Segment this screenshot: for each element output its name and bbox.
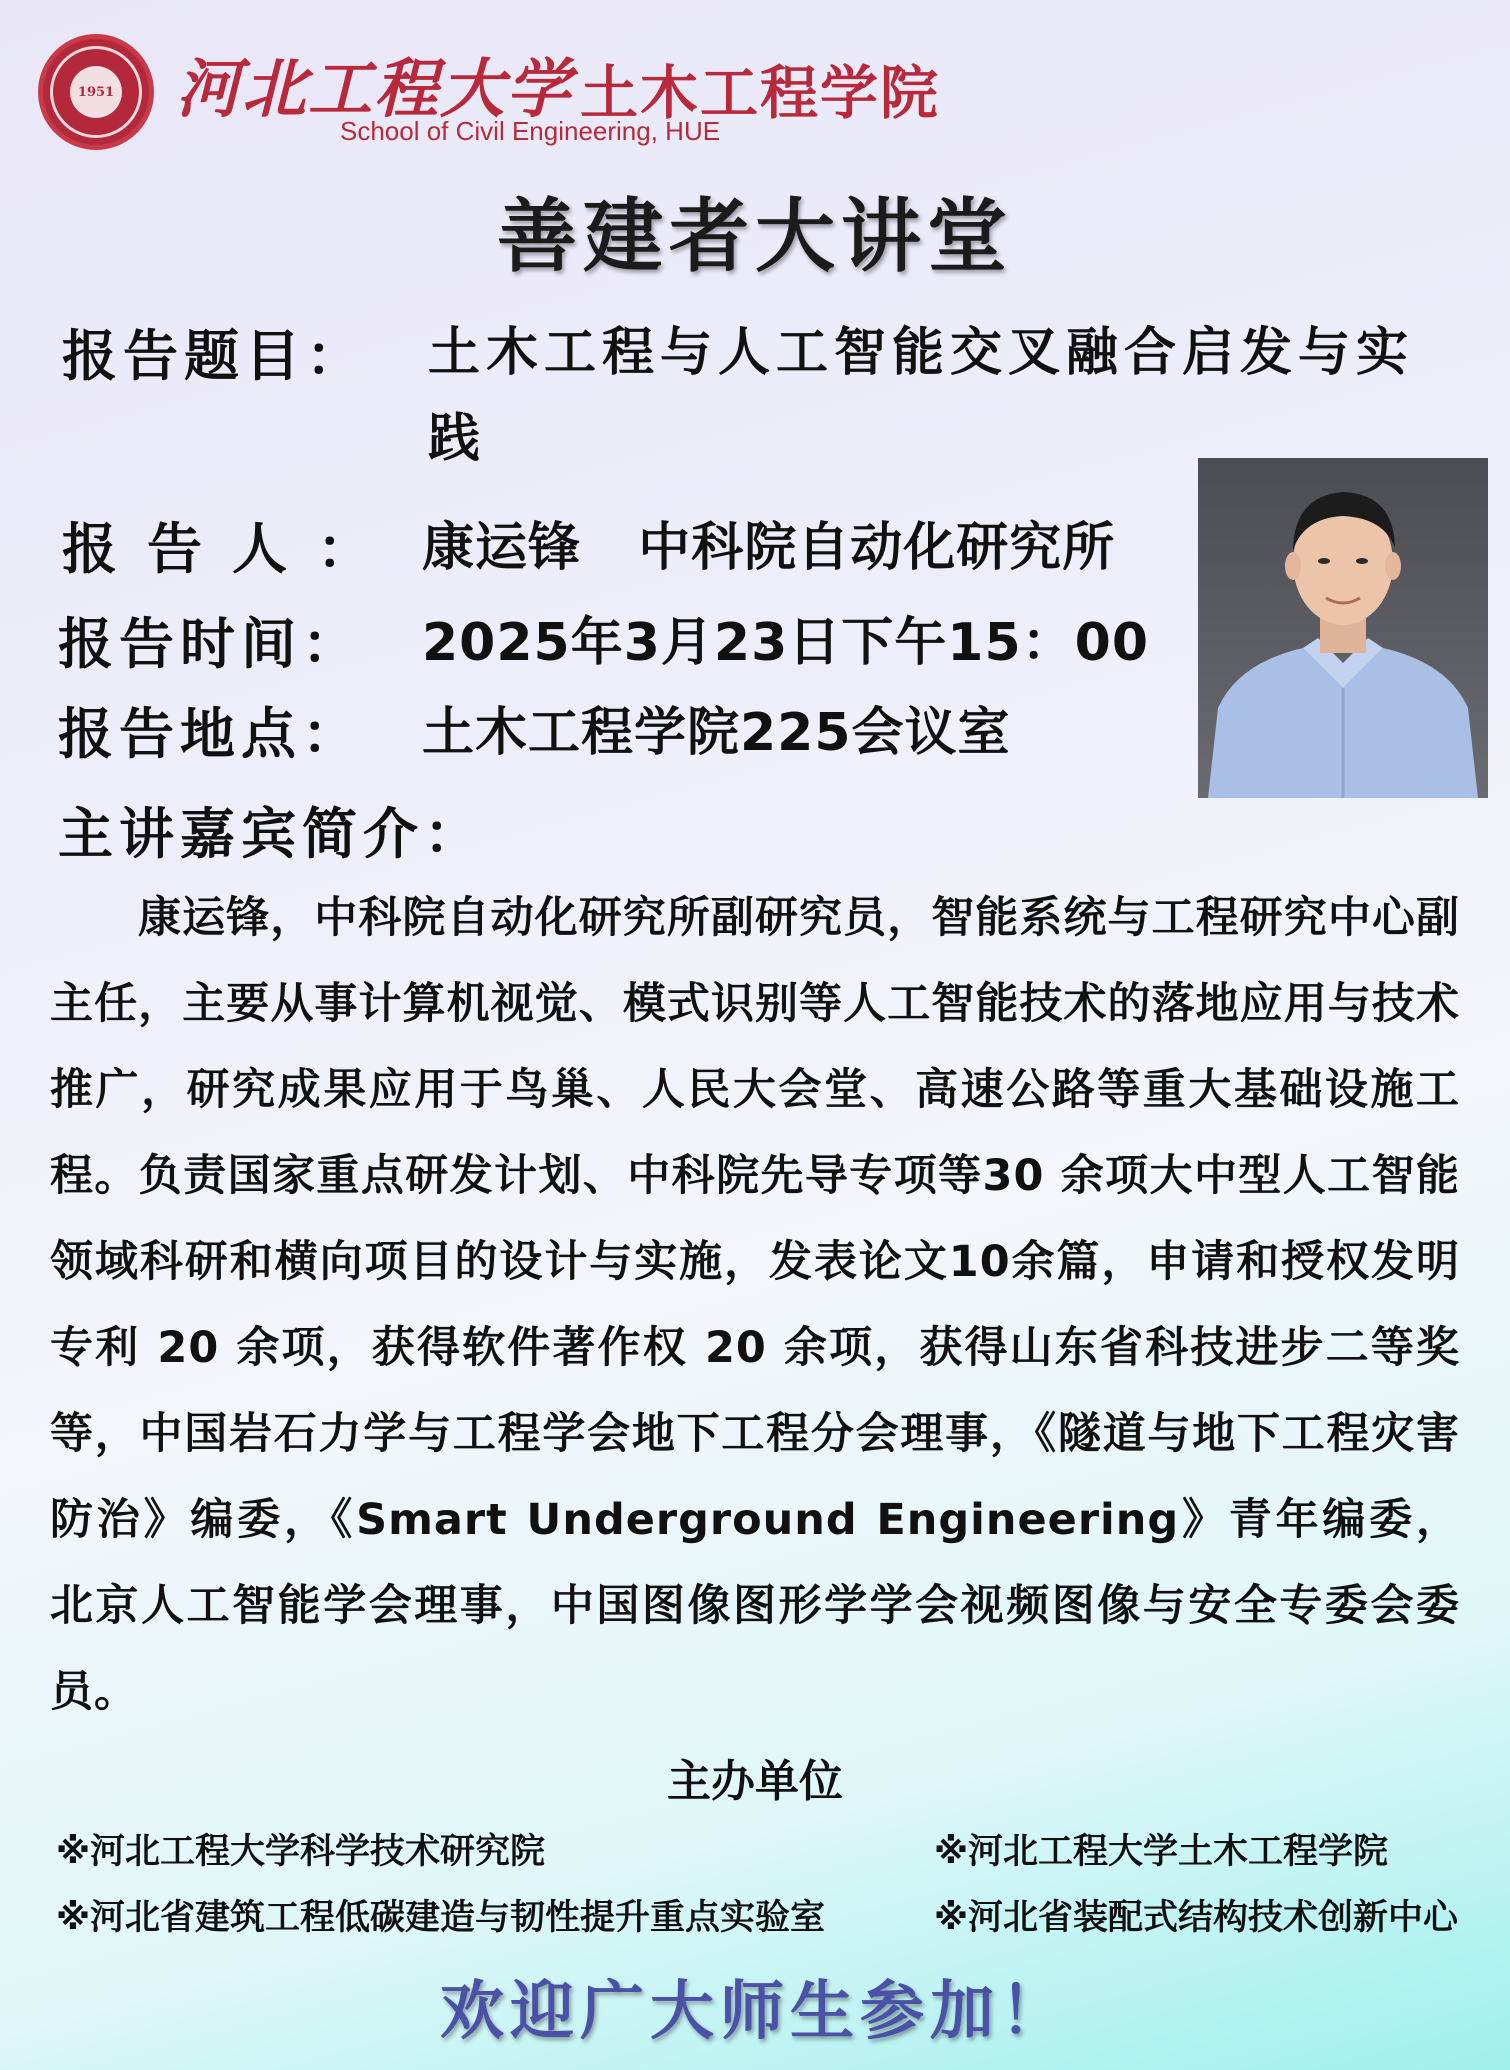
school-name: 土木工程学院 [580,59,941,127]
speaker-intro-label: 主讲嘉宾简介： [58,802,486,866]
lecture-series-title: 善建者大讲堂 [497,190,1013,283]
place-label: 报告地点： [58,702,364,766]
organizer-item: ※河北工程大学科学技术研究院 [56,1832,546,1872]
welcome-message: 欢迎广大师生参加！ [440,1975,1070,2049]
topic-value: 土木工程与人工智能交叉融合启发与实践 [428,323,1415,469]
organizers-heading: 主办单位 [667,1756,843,1807]
seal-ring [50,46,142,138]
organizer-item: ※河北省建筑工程低碳建造与韧性提升重点实验室 [56,1898,826,1938]
speaker-photo [1198,458,1488,798]
speaker-label: 报告人： [62,517,403,581]
school-name-english: School of Civil Engineering, HUE [340,116,721,146]
time-label: 报告时间： [58,612,364,676]
seal-year: 1951 [70,66,122,118]
organizer-item: ※河北省装配式结构技术创新中心 [934,1898,1459,1938]
organizer-item: ※河北工程大学土木工程学院 [934,1832,1389,1872]
speaker-portrait-illustration [1198,458,1488,798]
place-value: 土木工程学院225会议室 [422,703,1011,763]
speaker-value: 康运锋 中科院自动化研究所 [422,518,1116,578]
time-value: 2025年3月23日下午15：00 [422,613,1149,673]
university-name: 河北工程大学 [176,52,572,127]
speaker-bio-paragraph: 康运锋，中科院自动化研究所副研究员，智能系统与工程研究中心副主任，主要从事计算机视觉、模式识别等人工智能技术的落地应用与技术推广，研究成果应用于鸟巢、人民大会堂、高速公路等重大基础设施工程。负责国家重点研发计划、中科院先导专项等30 余项大中型人工智能领域科研和横向项目的设计与实施，发表论文10余篇，申请和授权发明专利 20 余项，获得软件著作权 20 余项，获得山东省科技进步二等奖等，中国岩石力学与工程学会地下工程分会理事，《隧道与地下工程灾害防治》编委，《Smart Underground Engineering》青年编委，北京人工智能学会理事，中国图像图形学学会视频图像与安全专委会委员。 [50,893,1460,1717]
university-seal-logo [38,34,154,150]
topic-label: 报告题目： [62,324,368,388]
